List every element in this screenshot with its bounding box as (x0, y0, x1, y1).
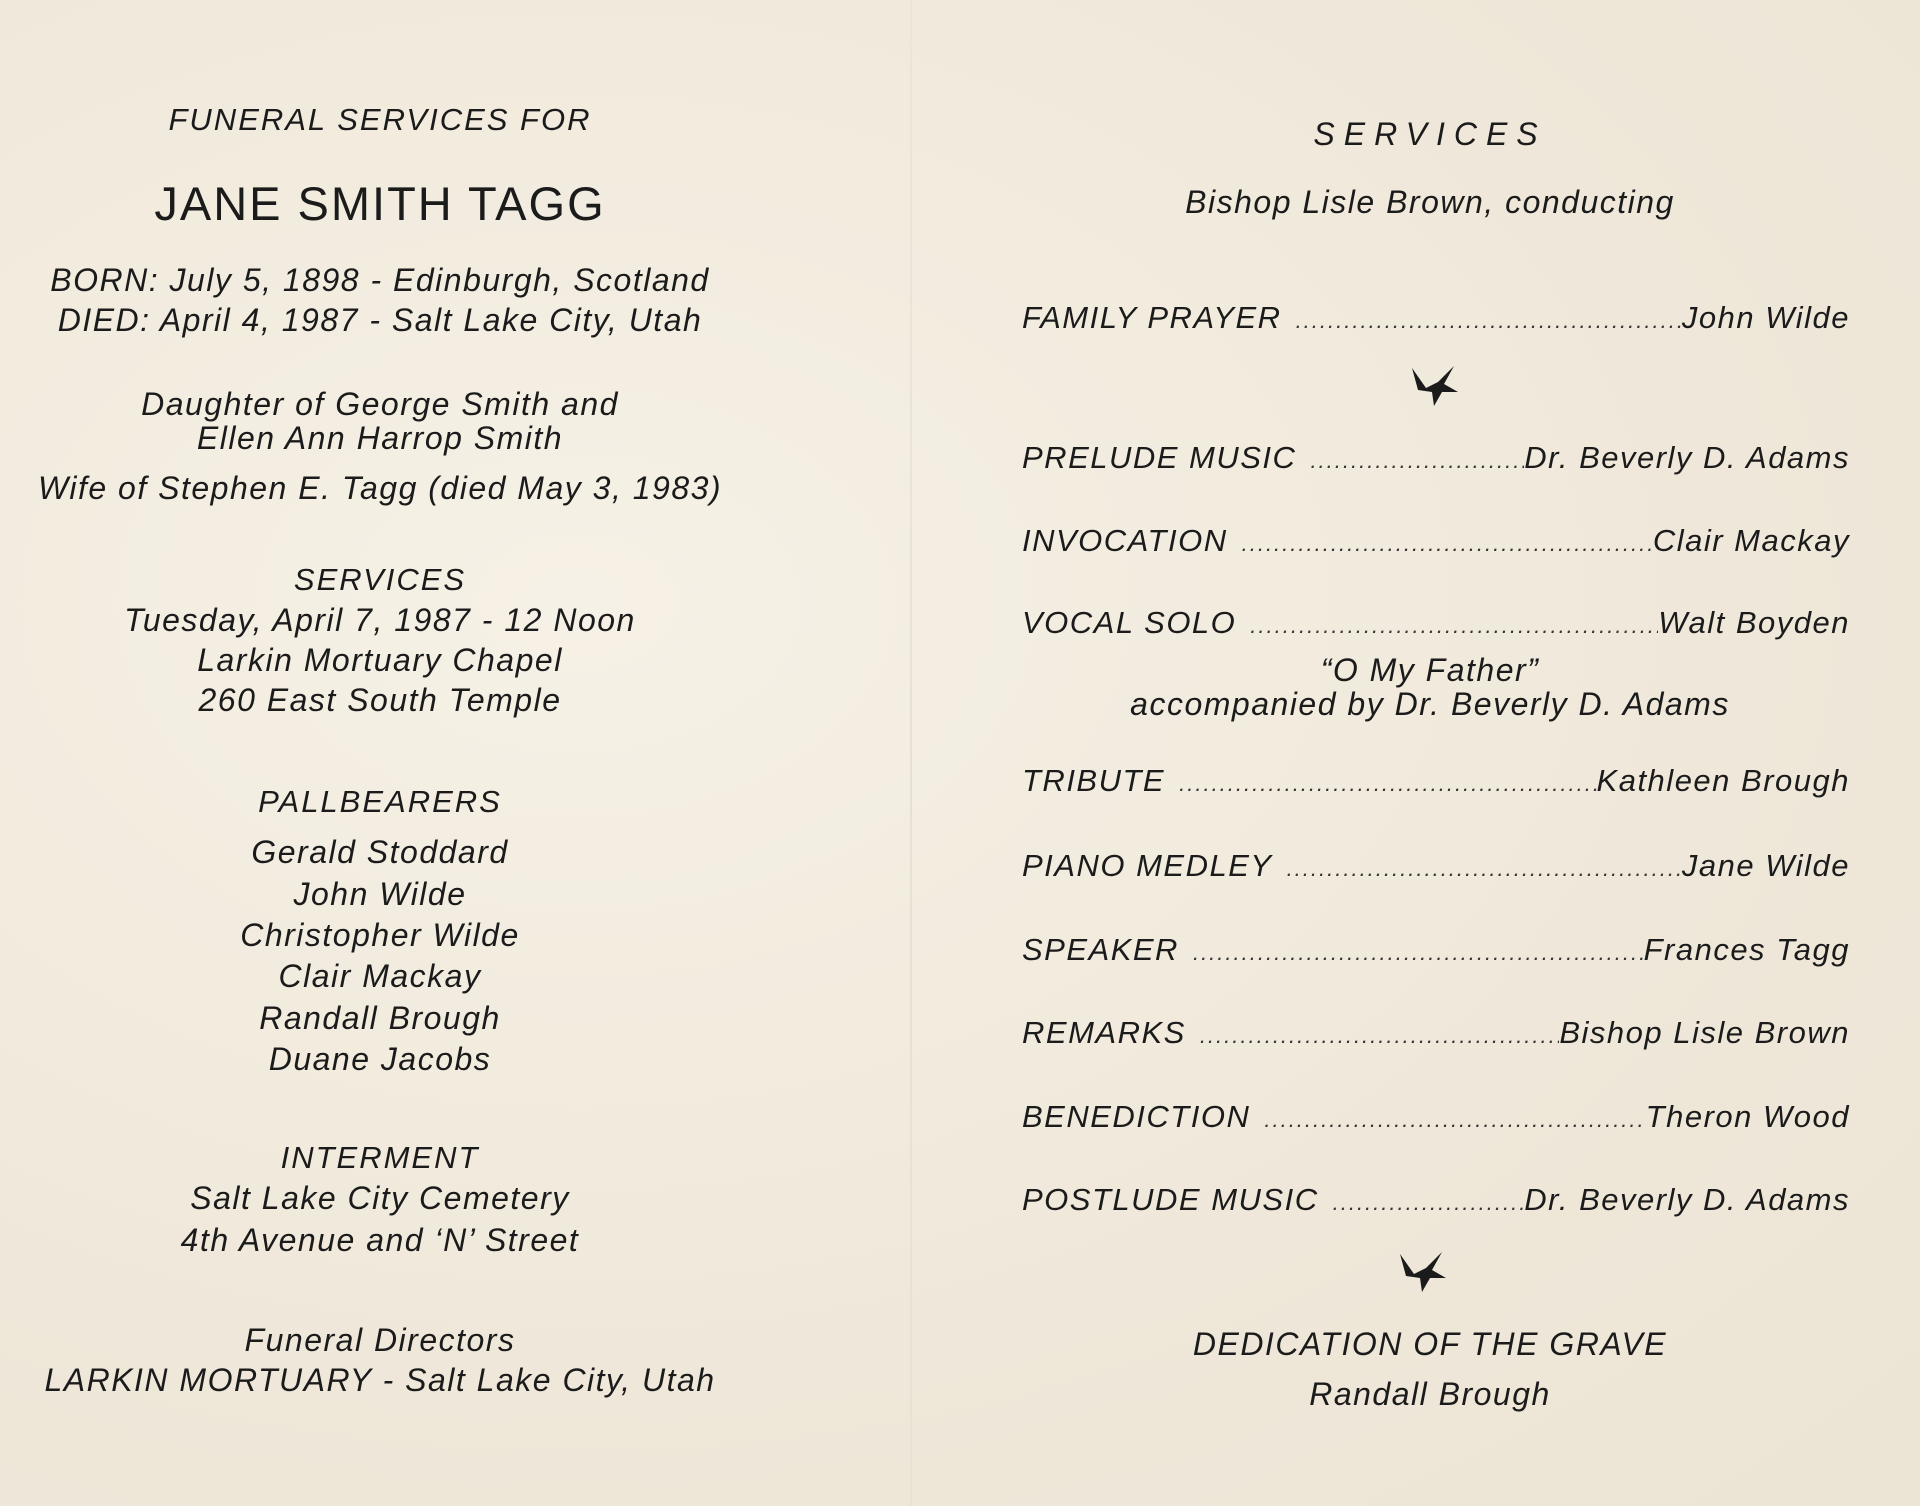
funeral-directors-heading: Funeral Directors (244, 1322, 516, 1358)
interment-cemetery: Salt Lake City Cemetery (190, 1180, 570, 1216)
conducting-line: Bishop Lisle Brown, conducting (1185, 184, 1675, 220)
program-label: SPEAKER (1022, 932, 1179, 967)
program-item (1022, 605, 1850, 641)
dot-leader (1296, 308, 1682, 334)
program-item (1022, 932, 1850, 968)
program-person: John Wilde (1681, 300, 1850, 335)
swallow-bird-icon (1392, 1248, 1452, 1298)
pallbearer-name: Duane Jacobs (268, 1041, 492, 1077)
services-place: Larkin Mortuary Chapel (197, 642, 563, 678)
services-heading-left: SERVICES (293, 562, 467, 597)
program-label: VOCAL SOLO (1022, 605, 1237, 640)
program-person: Theron Wood (1645, 1099, 1850, 1134)
program-item (1022, 1015, 1850, 1051)
program-person: Clair Mackay (1652, 523, 1850, 558)
program-person: Jane Wilde (1681, 848, 1850, 883)
program-label: INVOCATION (1022, 523, 1228, 558)
born-line: BORN: July 5, 1898 - Edinburgh, Scotland (50, 262, 710, 298)
program-item (1022, 1182, 1850, 1218)
program-label: POSTLUDE MUSIC (1022, 1182, 1319, 1217)
program-label: FAMILY PRAYER (1022, 300, 1282, 335)
dot-leader (1250, 613, 1658, 639)
services-date: Tuesday, April 7, 1987 - 12 Noon (124, 602, 636, 638)
services-heading-right: SERVICES (1313, 116, 1547, 152)
interment-location: 4th Avenue and ‘N’ Street (180, 1222, 580, 1258)
solo-accompaniment: accompanied by Dr. Beverly D. Adams (1130, 686, 1730, 722)
dedication-heading: DEDICATION OF THE GRAVE (1192, 1326, 1668, 1362)
program-person: Walt Boyden (1658, 605, 1850, 640)
pallbearer-name: John Wilde (293, 876, 467, 912)
pallbearer-name: Randall Brough (259, 1000, 501, 1036)
program-label: PIANO MEDLEY (1022, 848, 1273, 883)
pallbearer-name: Gerald Stoddard (251, 834, 509, 870)
died-line: DIED: April 4, 1987 - Salt Lake City, Utah (57, 302, 703, 338)
pallbearer-name: Christopher Wilde (240, 917, 520, 953)
program-label: REMARKS (1022, 1015, 1186, 1050)
dot-leader (1193, 940, 1644, 966)
program-person: Kathleen Brough (1596, 763, 1850, 798)
parents-line-1: Daughter of George Smith and (141, 386, 619, 422)
center-fold (910, 0, 912, 1506)
pallbearer-name: Clair Mackay (278, 958, 482, 994)
program-label: TRIBUTE (1022, 763, 1166, 798)
dot-leader (1242, 531, 1653, 557)
spouse-line: Wife of Stephen E. Tagg (died May 3, 1983) (37, 470, 723, 506)
program-label: PRELUDE MUSIC (1022, 440, 1297, 475)
dot-leader (1287, 856, 1682, 882)
right-panel (1010, 0, 1850, 1506)
dot-leader (1264, 1107, 1645, 1133)
deceased-name: JANE SMITH TAGG (154, 177, 606, 230)
solo-title: “O My Father” (1320, 652, 1540, 688)
interment-heading: INTERMENT (280, 1140, 480, 1175)
left-panel (0, 0, 760, 1506)
program-person: Bishop Lisle Brown (1559, 1015, 1850, 1050)
dot-leader (1200, 1023, 1560, 1049)
program-item (1022, 763, 1850, 799)
program-person: Dr. Beverly D. Adams (1524, 440, 1850, 475)
program-item (1022, 300, 1850, 336)
dot-leader (1179, 771, 1596, 797)
dot-leader (1310, 448, 1524, 474)
intro-heading: FUNERAL SERVICES FOR (168, 102, 592, 137)
program-item (1022, 848, 1850, 884)
program-person: Dr. Beverly D. Adams (1524, 1182, 1850, 1217)
funeral-directors-name: LARKIN MORTUARY - Salt Lake City, Utah (44, 1362, 716, 1398)
swallow-bird-icon (1404, 362, 1464, 412)
dedication-by: Randall Brough (1309, 1376, 1551, 1412)
program-person: Frances Tagg (1643, 932, 1850, 967)
program-item (1022, 440, 1850, 476)
parents-line-2: Ellen Ann Harrop Smith (196, 420, 564, 456)
dot-leader (1333, 1190, 1525, 1216)
services-address: 260 East South Temple (198, 682, 562, 718)
program-item (1022, 523, 1850, 559)
program-item (1022, 1099, 1850, 1135)
pallbearers-heading: PALLBEARERS (258, 784, 502, 819)
program-label: BENEDICTION (1022, 1099, 1251, 1134)
